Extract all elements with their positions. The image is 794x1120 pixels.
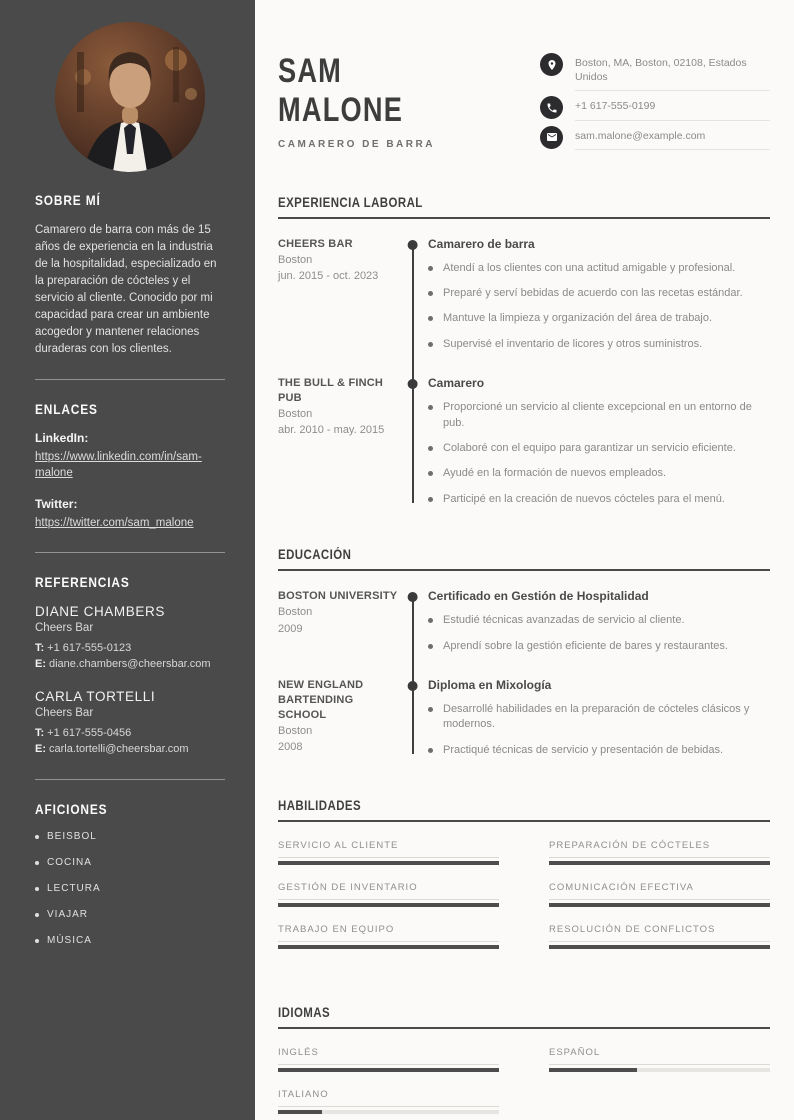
language-grid: [278, 1047, 770, 1114]
languages-section: [278, 1005, 770, 1114]
resume-header: [278, 52, 770, 155]
entry-role: Camarero de barra: [428, 236, 535, 251]
skills-heading: HABILIDADES: [278, 798, 362, 814]
about-heading: SOBRE MÍ: [35, 192, 101, 208]
entry-dates: abr. 2010 - may. 2015: [278, 424, 385, 437]
education-entry: [278, 589, 770, 678]
entry-role: Camarero: [428, 376, 485, 391]
entry-dates: 2009: [278, 622, 303, 635]
references-heading: REFERENCIAS: [35, 574, 130, 591]
entry-bullet: Atendí a los clientes con una actitud amigable y profesional.: [428, 261, 770, 276]
skill-bar: [549, 861, 770, 865]
profile-photo-illustration: [55, 22, 205, 172]
skill-label: SERVICIO AL CLIENTE: [278, 840, 499, 858]
skill-item: [549, 840, 770, 865]
entry-bullet-list: [428, 613, 770, 654]
main-content: [255, 0, 794, 1120]
hobby-list: [35, 831, 225, 946]
entry-school: BOSTON UNIVERSITY: [278, 590, 398, 603]
reference-email: E: carla.tortelli@cheersbar.com: [35, 743, 189, 756]
skill-label: GESTIÓN DE INVENTARIO: [278, 882, 499, 900]
entry-degree: Diploma en Mixología: [428, 677, 552, 692]
links-heading: ENLACES: [35, 401, 98, 418]
entry-bullet: Proporcioné un servicio al cliente excepcional en un entorno de pub.: [428, 400, 770, 431]
link-label: LinkedIn:: [35, 431, 89, 446]
timeline-dot: [408, 681, 418, 691]
hobby-item: VIAJAR: [35, 909, 225, 920]
reference-item: [35, 689, 225, 758]
contact-location: Boston, MA, Boston, 02108, Estados Unidos: [575, 53, 770, 91]
entry-bullet-list: [428, 400, 770, 507]
link-item-linkedin: [35, 431, 225, 481]
section-rule: [278, 820, 770, 822]
hobby-item: BEISBOL: [35, 831, 225, 842]
sidebar-hobbies-section: [35, 801, 225, 946]
language-label: INGLÉS: [278, 1047, 499, 1065]
entry-location: Boston: [278, 253, 313, 266]
reference-name: DIANE CHAMBERS: [35, 604, 165, 620]
section-rule: [278, 1027, 770, 1029]
skill-item: [549, 882, 770, 907]
contact-block: [540, 53, 770, 155]
hobbies-heading: AFICIONES: [35, 801, 108, 818]
entry-bullet: Preparé y serví bebidas de acuerdo con las recetas estándar.: [428, 286, 770, 301]
job-title: CAMARERO DE BARRA: [278, 138, 435, 150]
entry-bullet: Estudié técnicas avanzadas de servicio al cliente.: [428, 613, 770, 628]
reference-company: Cheers Bar: [35, 707, 94, 720]
sidebar-references-section: [35, 574, 225, 758]
email-icon: [540, 126, 563, 149]
sidebar-divider: [35, 779, 225, 780]
experience-section: [278, 195, 770, 508]
language-bar: [278, 1110, 499, 1114]
language-label: ITALIANO: [278, 1089, 499, 1107]
entry-dates: 2008: [278, 741, 303, 754]
entry-bullet: Mantuve la limpieza y organización del área de trabajo.: [428, 311, 770, 326]
experience-entry: [278, 376, 770, 507]
entry-location: Boston: [278, 724, 313, 737]
language-bar: [549, 1068, 770, 1072]
education-entry: [278, 678, 770, 758]
education-entries: [278, 589, 770, 758]
reference-item: [35, 604, 225, 673]
experience-entry: [278, 237, 770, 377]
first-name: SAM: [278, 52, 343, 90]
reference-email: E: diane.chambers@cheersbar.com: [35, 658, 211, 671]
timeline-dot: [408, 379, 418, 389]
about-text: Camarero de barra con más de 15 años de experiencia en la industria de la hospitalidad, especializado en la preparación de cócteles y el servicio al cliente. Conocido por mi capacidad para crear un ambiente acogedor y mantener relaciones duraderas con los clientes.: [35, 224, 217, 356]
entry-dates: jun. 2015 - oct. 2023: [278, 270, 379, 283]
skill-label: COMUNICACIÓN EFECTIVA: [549, 882, 770, 900]
language-item: [278, 1047, 499, 1072]
entry-bullet: Ayudé en la formación de nuevos empleados.: [428, 466, 770, 481]
entry-bullet: Supervisé el inventario de licores y otros suministros.: [428, 337, 770, 352]
sidebar-about-section: [35, 192, 225, 358]
language-item: [549, 1047, 770, 1072]
skill-bar: [278, 861, 499, 865]
page-title: [278, 52, 435, 130]
skill-item: [549, 924, 770, 949]
skill-bar: [549, 945, 770, 949]
twitter-link[interactable]: https://twitter.com/sam_malone: [35, 517, 194, 530]
languages-heading: IDIOMAS: [278, 1005, 331, 1021]
experience-heading: EXPERIENCIA LABORAL: [278, 194, 423, 210]
reference-phone: T: +1 617-555-0123: [35, 642, 132, 655]
entry-location: Boston: [278, 606, 313, 619]
skill-bar: [278, 945, 499, 949]
reference-company: Cheers Bar: [35, 622, 94, 635]
entry-bullet: Practiqué técnicas de servicio y presentación de bebidas.: [428, 743, 770, 758]
sidebar-divider: [35, 379, 225, 380]
entry-bullet: Desarrollé habilidades en la preparación de cócteles clásicos y modernos.: [428, 702, 770, 733]
skill-grid: [278, 840, 770, 949]
reference-phone: T: +1 617-555-0456: [35, 727, 132, 740]
education-heading: EDUCACIÓN: [278, 547, 352, 563]
timeline-dot: [408, 240, 418, 250]
entry-company: THE BULL & FINCH PUB: [278, 377, 384, 405]
sidebar-divider: [35, 552, 225, 553]
contact-row-location: [540, 53, 770, 91]
entry-bullet: Participé en la creación de nuevos cócteles para el menú.: [428, 492, 770, 507]
entry-school: NEW ENGLAND BARTENDING SCHOOL: [278, 678, 364, 721]
contact-email: sam.malone@example.com: [575, 126, 770, 150]
section-rule: [278, 569, 770, 571]
last-name: MALONE: [278, 90, 404, 129]
name-block: [278, 52, 435, 155]
entry-bullet-list: [428, 702, 770, 758]
skill-item: [278, 882, 499, 907]
phone-icon: [540, 96, 563, 119]
contact-row-email: [540, 126, 770, 150]
skill-bar: [278, 903, 499, 907]
location-pin-icon: [540, 53, 563, 76]
linkedin-link[interactable]: https://www.linkedin.com/in/sam-malone: [35, 451, 202, 480]
reference-name: CARLA TORTELLI: [35, 689, 156, 705]
sidebar: [0, 0, 255, 1120]
experience-entries: [278, 237, 770, 508]
skill-bar: [549, 903, 770, 907]
language-label: ESPAÑOL: [549, 1047, 770, 1065]
link-label: Twitter:: [35, 497, 78, 512]
entry-company: CHEERS BAR: [278, 237, 353, 250]
sidebar-links-section: [35, 401, 225, 531]
entry-bullet: Colaboré con el equipo para garantizar un servicio eficiente.: [428, 441, 770, 456]
entry-location: Boston: [278, 407, 313, 420]
section-rule: [278, 217, 770, 219]
language-item: [278, 1089, 499, 1114]
profile-photo: [55, 22, 205, 172]
skill-label: PREPARACIÓN DE CÓCTELES: [549, 840, 770, 858]
hobby-item: MÚSICA: [35, 935, 225, 946]
skill-item: [278, 924, 499, 949]
timeline-dot: [408, 592, 418, 602]
skill-label: RESOLUCIÓN DE CONFLICTOS: [549, 924, 770, 942]
contact-phone: +1 617-555-0199: [575, 96, 770, 120]
link-item-twitter: [35, 497, 225, 531]
entry-bullet-list: [428, 261, 770, 353]
hobby-item: LECTURA: [35, 883, 225, 894]
hobby-item: COCINA: [35, 857, 225, 868]
entry-bullet: Aprendí sobre la gestión eficiente de bares y restaurantes.: [428, 639, 770, 654]
skills-section: [278, 798, 770, 949]
entry-degree: Certificado en Gestión de Hospitalidad: [428, 589, 649, 604]
language-bar: [278, 1068, 499, 1072]
skill-label: TRABAJO EN EQUIPO: [278, 924, 499, 942]
education-section: [278, 547, 770, 758]
contact-row-phone: [540, 96, 770, 120]
skill-item: [278, 840, 499, 865]
